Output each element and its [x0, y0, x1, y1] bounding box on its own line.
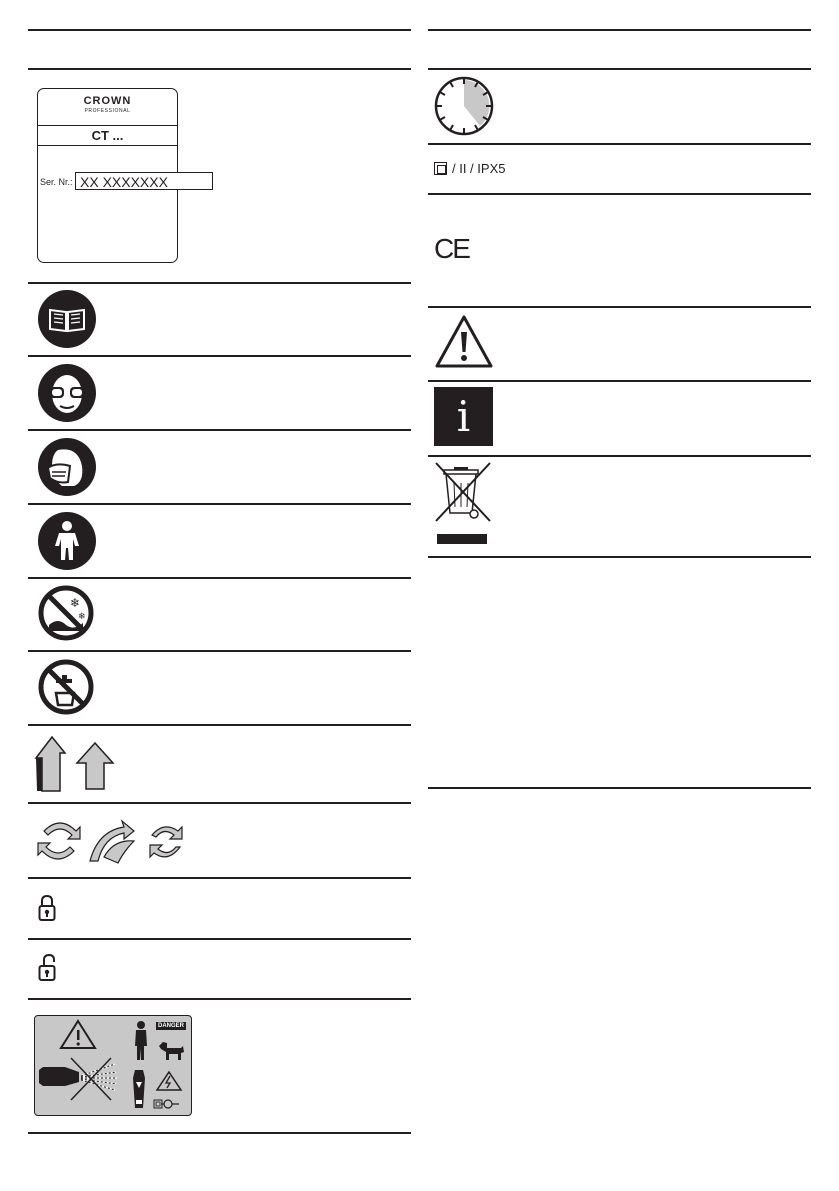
divider: [428, 455, 811, 457]
unlock-icon: [38, 952, 60, 982]
warning-triangle-icon: [434, 314, 494, 370]
mask-icon: [38, 438, 96, 496]
divider: [28, 1132, 411, 1134]
nameplate: [37, 88, 178, 263]
divider: [28, 650, 411, 652]
lock-icon: [38, 894, 56, 922]
serial-label: Ser. Nr.:: [40, 177, 73, 187]
eye-protection-icon: [38, 364, 96, 422]
divider: [28, 724, 411, 726]
clock-icon: [434, 76, 494, 136]
brand-name: CROWN: [83, 95, 132, 107]
read-manual-icon: [38, 290, 96, 348]
divider: [28, 577, 411, 579]
brand-subtitle: PROFESSIONAL: [84, 108, 131, 114]
model-field: CT ...: [37, 125, 178, 146]
no-frost-icon: [38, 585, 94, 641]
divider: [28, 355, 411, 357]
no-drinking-water-icon: [38, 659, 94, 715]
serial-value: XX XXXXXXX: [75, 172, 213, 190]
info-icon: [434, 387, 493, 446]
ce-mark-icon: CE: [434, 233, 469, 264]
rotation-icon: [34, 817, 188, 865]
protective-clothing-icon: [38, 512, 96, 570]
danger-tag: DANGER: [158, 1023, 185, 1029]
arrows-up-icon: [33, 731, 119, 793]
divider: [28, 429, 411, 431]
divider: [428, 306, 811, 308]
divider: [428, 29, 811, 31]
info-letter: i: [456, 392, 471, 441]
protection-class-text: / II / IPX5: [452, 161, 506, 176]
divider: [428, 193, 811, 195]
svg-text:❄: ❄: [78, 612, 86, 622]
divider: [428, 143, 811, 145]
divider: [428, 556, 811, 558]
svg-text:❄: ❄: [70, 596, 81, 610]
divider: [28, 282, 411, 284]
weee-bin-icon: [434, 461, 492, 549]
divider: [428, 68, 811, 70]
double-insulation-icon: [434, 162, 447, 175]
divider: [28, 877, 411, 879]
divider: [28, 29, 411, 31]
warning-label-icon: [34, 1015, 192, 1116]
divider: [428, 787, 811, 789]
divider: [28, 938, 411, 940]
divider: [28, 998, 411, 1000]
divider: [28, 68, 411, 70]
divider: [428, 380, 811, 382]
divider: [28, 802, 411, 804]
protection-class-icon: [434, 161, 505, 176]
divider: [28, 503, 411, 505]
